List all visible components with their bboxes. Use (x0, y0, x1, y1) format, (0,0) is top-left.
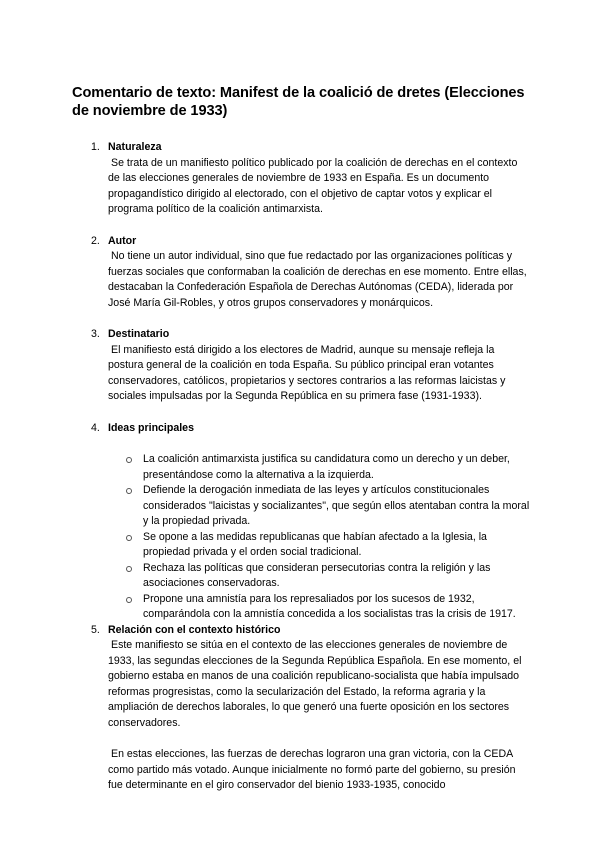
hollow-circle-bullet-icon (126, 535, 132, 541)
list-item (143, 592, 532, 623)
section-heading: Ideas principales (108, 421, 194, 434)
section-ideas-principales (72, 421, 532, 623)
document-page (72, 84, 532, 794)
list-item-text: Rechaza las políticas que consideran persecutorias contra la religión y las asociaciones conservadoras. (143, 561, 491, 589)
list-item (143, 530, 532, 561)
section-number: 3. (91, 328, 100, 340)
section-number: 1. (91, 141, 100, 153)
hollow-circle-bullet-icon (126, 566, 132, 572)
section-heading: Naturaleza (108, 141, 162, 153)
section-naturaleza (72, 140, 532, 218)
section-number: 2. (91, 234, 100, 247)
section-paragraph: Este manifiesto se sitúa en el contexto de las elecciones generales de noviembre de 1933, las segundas elecciones de la Segunda República Española. En ese momento, el gobierno estaba en manos de una coalición republicano-socialista que había impulsado reformas progresistas, como la secularización del Estado, la reforma agraria y la ampliación de derechos laborales, lo que generó una fuerte oposición en los sectores conservadores. (108, 639, 522, 729)
list-item-text: Se opone a las medidas republicanas que habían afectado a la Iglesia, la propiedad privada y el orden social tradicional. (143, 530, 487, 558)
section-heading: Autor (108, 234, 137, 247)
section-paragraph: El manifiesto está dirigido a los electores de Madrid, aunque su mensaje refleja la postura general de la coalición en toda España. Su público principal eran votantes conservadores, católicos, propietarios y sectores contrarios a las reformas laicistas y sociales impulsadas por la Segunda República en su primera fase (1931-1933). (108, 343, 506, 402)
section-contexto-historico (72, 623, 532, 794)
hollow-circle-bullet-icon (126, 597, 132, 603)
section-paragraph: Se trata de un manifiesto político publicado por la coalición de derechas en el contexto de las elecciones generales de noviembre de 1933 en España. Es un documento propagandístico dirigido al electorado, con el objetivo de captar votos y explicar el programa político de la coalición antimarxista. (108, 156, 518, 215)
list-item-text: Defiende la derogación inmediata de las leyes y artículos constitucionales considerados "laicistas y socializantes", que según ellos atentaban contra la moral y la propiedad privada. (143, 484, 530, 527)
section-number: 5. (91, 623, 100, 636)
list-item-text: La coalición antimarxista justifica su candidatura como un derecho y un deber, presentándose como la alternativa a la izquierda. (143, 453, 510, 481)
section-destinatario (72, 327, 532, 405)
list-item (143, 561, 532, 592)
section-heading: Relación con el contexto histórico (108, 623, 281, 636)
list-item (143, 452, 532, 483)
ideas-list (108, 452, 532, 623)
hollow-circle-bullet-icon (126, 457, 132, 463)
section-heading: Destinatario (108, 328, 170, 340)
list-item (143, 483, 532, 530)
list-item-text: Propone una amnistía para los represaliados por los sucesos de 1932, comparándola con la amnistía concedida a los socialistas tras la crisis de 1917. (143, 592, 516, 620)
document-title: Comentario de texto: Manifest de la coalició de dretes (Elecciones de noviembre de 1933) (72, 85, 525, 119)
section-paragraph: En estas elecciones, las fuerzas de derechas lograron una gran victoria, con la CEDA como partido más votado. Aunque inicialmente no formó parte del gobierno, su presión fue determinante en el giro conservador del bienio 1933-1935, conocido (108, 748, 516, 791)
hollow-circle-bullet-icon (126, 488, 132, 494)
section-paragraph: No tiene un autor individual, sino que fue redactado por las organizaciones políticas y fuerzas sociales que conformaban la coalición de derechas en ese momento. Entre ellas, destacaban la Confederación Española de Derechas Autónomas (CEDA), liderada por José María Gil-Robles, y otros grupos conservadores y monárquicos. (108, 250, 527, 309)
section-number: 4. (91, 421, 100, 434)
section-autor (72, 234, 532, 312)
